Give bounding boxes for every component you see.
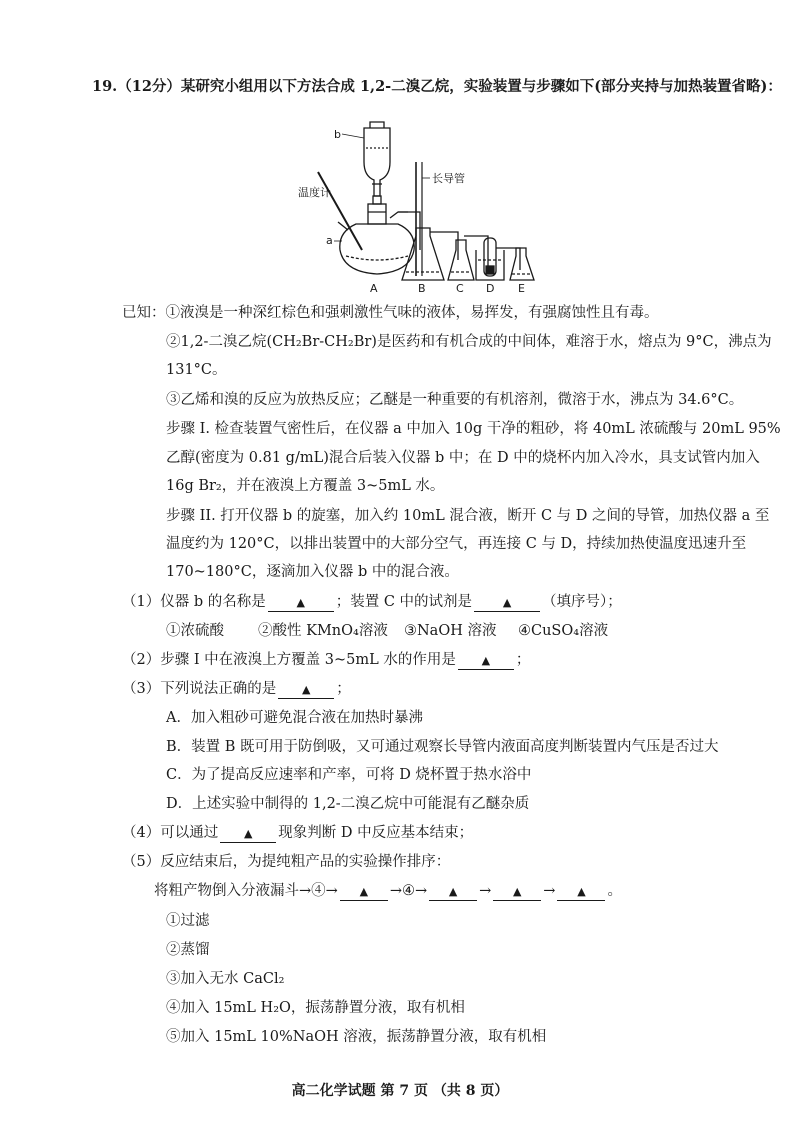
question-header: 19.（12分）某研究小组用以下方法合成 1,2-二溴乙烷，实验装置与步骤如下(部分夹持与加热装置省略)： xyxy=(92,78,782,95)
page-footer: 高二化学试题 第 7 页 （共 8 页） xyxy=(291,1083,509,1099)
label-D: D xyxy=(486,282,495,295)
answer-blank[interactable]: ▲ xyxy=(493,883,541,901)
known-item3: ③乙烯和溴的反应为放热反应；乙醚是一种重要的有机溶剂，微溶于水，沸点为 34.6°C。 xyxy=(166,392,744,408)
q1-option: ①浓硫酸 xyxy=(166,623,224,639)
known-prefix: 已知： xyxy=(122,305,166,321)
answer-blank[interactable]: ▲ xyxy=(278,681,334,699)
label-b: b xyxy=(334,128,341,141)
thermometer xyxy=(318,172,362,250)
known-item1: 已知：①液溴是一种深红棕色和强刺激性气味的液体，易挥发，有强腐蚀性且有毒。 xyxy=(122,305,659,321)
q1-stem: （1）仪器 b 的名称是 ▲ ；装置 C 中的试剂是 ▲ （填序号）； xyxy=(122,594,622,610)
q5-operation-4: ④加入 15mL H₂O，振荡静置分液，取有机相 xyxy=(166,1000,465,1016)
q3-option-d: D．上述实验中制得的 1,2-二溴乙烷中可能混有乙醚杂质 xyxy=(166,796,530,812)
step2-line2: 温度约为 120°C，以排出装置中的大部分空气，再连接 C 与 D，持续加热使温度迅速升至 xyxy=(166,536,747,552)
step1-line2: 乙醇(密度为 0.81 g/mL)混合后装入仪器 b 中；在 D 中的烧杯内加入冷水，具支试管内加入 xyxy=(166,450,760,466)
answer-blank[interactable]: ▲ xyxy=(340,883,388,901)
answer-blank[interactable]: ▲ xyxy=(474,594,540,612)
q1-option: ②酸性 KMnO₄溶液 xyxy=(258,623,388,639)
step2-line1: 步骤 II. 打开仪器 b 的旋塞，加入约 10mL 混合液，断开 C 与 D 之间的导管，加热仪器 a 至 xyxy=(166,508,770,524)
q5-operation-3: ③加入无水 CaCl₂ xyxy=(166,971,285,987)
label-thermometer: 温度计 xyxy=(298,186,331,199)
answer-blank[interactable]: ▲ xyxy=(458,652,514,670)
known-item2-line1: ②1,2-二溴乙烷(CH₂Br-CH₂Br)是医药和有机合成的中间体，难溶于水，熔点为 9°C，沸点为 xyxy=(166,334,772,350)
q5-stem: （5）反应结束后，为提纯粗产品的实验操作排序： xyxy=(122,854,451,870)
label-A: A xyxy=(370,282,378,295)
q3-option-b: B．装置 B 既可用于防倒吸，又可通过观察长导管内液面高度判断装置内气压是否过大 xyxy=(166,739,719,755)
q3-stem: （3）下列说法正确的是 ▲ ； xyxy=(122,681,351,697)
answer-blank[interactable]: ▲ xyxy=(429,883,477,901)
known-item2-line2: 131°C。 xyxy=(166,362,227,378)
answer-blank[interactable]: ▲ xyxy=(220,825,276,843)
label-B: B xyxy=(418,282,426,295)
label-E: E xyxy=(518,282,525,295)
q3-option-c: C．为了提高反应速率和产率，可将 D 烧杯置于热水浴中 xyxy=(166,767,532,783)
label-C: C xyxy=(456,282,464,295)
flask-c xyxy=(448,240,474,280)
apparatus-diagram xyxy=(298,100,558,296)
q1-options xyxy=(166,621,608,641)
step1-line3: 16g Br₂，并在液溴上方覆盖 3~5mL 水。 xyxy=(166,478,445,494)
q5-operation-5: ⑤加入 15mL 10%NaOH 溶液，振荡静置分液，取有机相 xyxy=(166,1029,547,1045)
q2-stem: （2）步骤 I 中在液溴上方覆盖 3~5mL 水的作用是 ▲ ； xyxy=(122,652,531,668)
label-long-tube: 长导管 xyxy=(432,172,465,185)
q1-option: ④CuSO₄溶液 xyxy=(518,623,609,639)
apparatus-svg xyxy=(298,100,558,296)
q3-option-a: A．加入粗砂可避免混合液在加热时暴沸 xyxy=(166,710,423,726)
q1-option: ③NaOH 溶液 xyxy=(404,623,497,639)
label-a: a xyxy=(326,234,333,247)
answer-blank[interactable]: ▲ xyxy=(268,594,334,612)
q5-sequence: 将粗产物倒入分液漏斗→④→ ▲ →④→ ▲ → ▲ → ▲ 。 xyxy=(154,883,622,899)
step1-line1: 步骤 I. 检查装置气密性后，在仪器 a 中加入 10g 干净的粗砂，将 40mL 浓硫酸与 20mL 95% xyxy=(166,421,781,437)
q5-operation-1: ①过滤 xyxy=(166,913,210,929)
funnel-stopper xyxy=(370,122,384,128)
flask-e xyxy=(510,248,534,280)
step2-line3: 170~180°C，逐滴加入仪器 b 中的混合液。 xyxy=(166,564,459,580)
dropping-funnel-b xyxy=(364,128,390,196)
q5-operation-2: ②蒸馏 xyxy=(166,942,210,958)
q4-stem: （4）可以通过 ▲ 现象判断 D 中反应基本结束； xyxy=(122,825,474,841)
answer-blank[interactable]: ▲ xyxy=(557,883,605,901)
